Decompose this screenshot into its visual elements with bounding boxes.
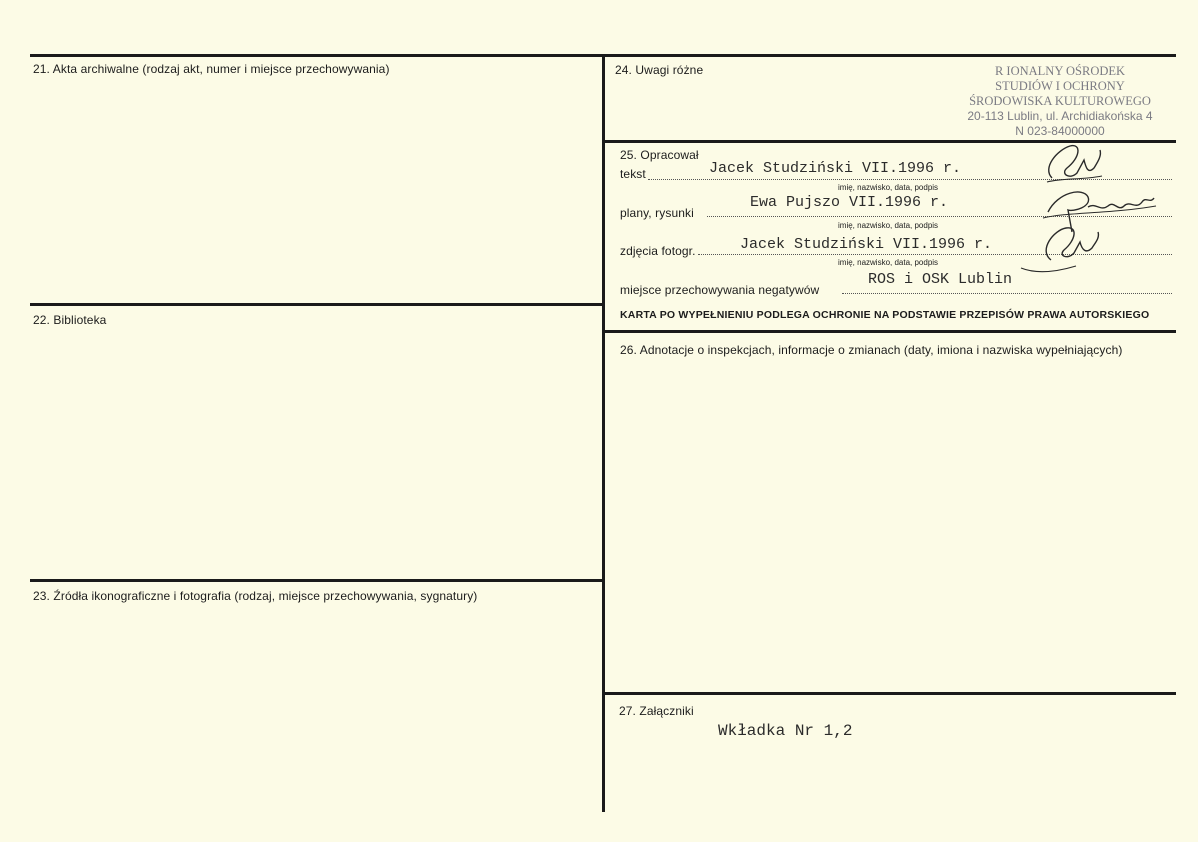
photos-author-label: zdjęcia fotogr. [620, 244, 696, 258]
plans-author-caption: imię, nazwisko, data, podpis [838, 221, 939, 230]
stamp-line-1: R IONALNY OŚRODEK [994, 64, 1126, 78]
stamp-line-3: ŚRODOWISKA KULTUROWEGO [969, 94, 1151, 108]
attachments-value: Wkładka Nr 1,2 [718, 722, 853, 740]
text-author-caption: imię, nazwisko, data, podpis [838, 183, 939, 192]
negatives-location-value: ROS i OSK Lublin [868, 271, 1013, 288]
photos-author-value: Jacek Studziński VII.1996 r. [740, 236, 993, 253]
rule-25-26 [604, 330, 1176, 333]
institution-stamp [940, 64, 1180, 139]
stamp-line-5: N 023-84000000 [1015, 124, 1105, 138]
section-26-label: 26. Adnotacje o inspekcjach, informacje o zmianach (daty, imiona i nazwiska wypełniających) [620, 343, 1123, 357]
section-21-label: 21. Akta archiwalne (rodzaj akt, numer i miejsce przechowywania) [33, 62, 390, 76]
plans-author-label: plany, rysunki [620, 206, 694, 220]
section-24-label: 24. Uwagi różne [615, 63, 704, 77]
negatives-location-label: miejsce przechowywania negatywów [620, 283, 820, 297]
rule-21-22 [30, 303, 603, 306]
stamp-line-2: STUDIÓW I OCHRONY [995, 79, 1125, 93]
copyright-notice: KARTA PO WYPEŁNIENIU PODLEGA OCHRONIE NA PODSTAWIE PRZEPISÓW PRAWA AUTORSKIEGO [620, 309, 1150, 321]
text-author-label: tekst [620, 167, 646, 181]
section-23-label: 23. Źródła ikonograficzne i fotografia (rodzaj, miejsce przechowywania, sygnatury) [33, 589, 478, 603]
section-25-label: 25. Opracował [620, 148, 699, 162]
rule-22-23 [30, 579, 603, 582]
photos-author-caption: imię, nazwisko, data, podpis [838, 258, 939, 267]
rule-center [602, 54, 605, 812]
section-22-label: 22. Biblioteka [33, 313, 107, 327]
text-author-value: Jacek Studziński VII.1996 r. [709, 160, 962, 177]
plans-author-value: Ewa Pujszo VII.1996 r. [750, 194, 949, 211]
section-27-label: 27. Załączniki [619, 704, 694, 718]
negatives-location-dotline [842, 293, 1172, 294]
stamp-line-4: 20-113 Lublin, ul. Archidiakońska 4 [967, 109, 1153, 123]
rule-26-27 [604, 692, 1176, 695]
signature-3 [1016, 218, 1106, 278]
